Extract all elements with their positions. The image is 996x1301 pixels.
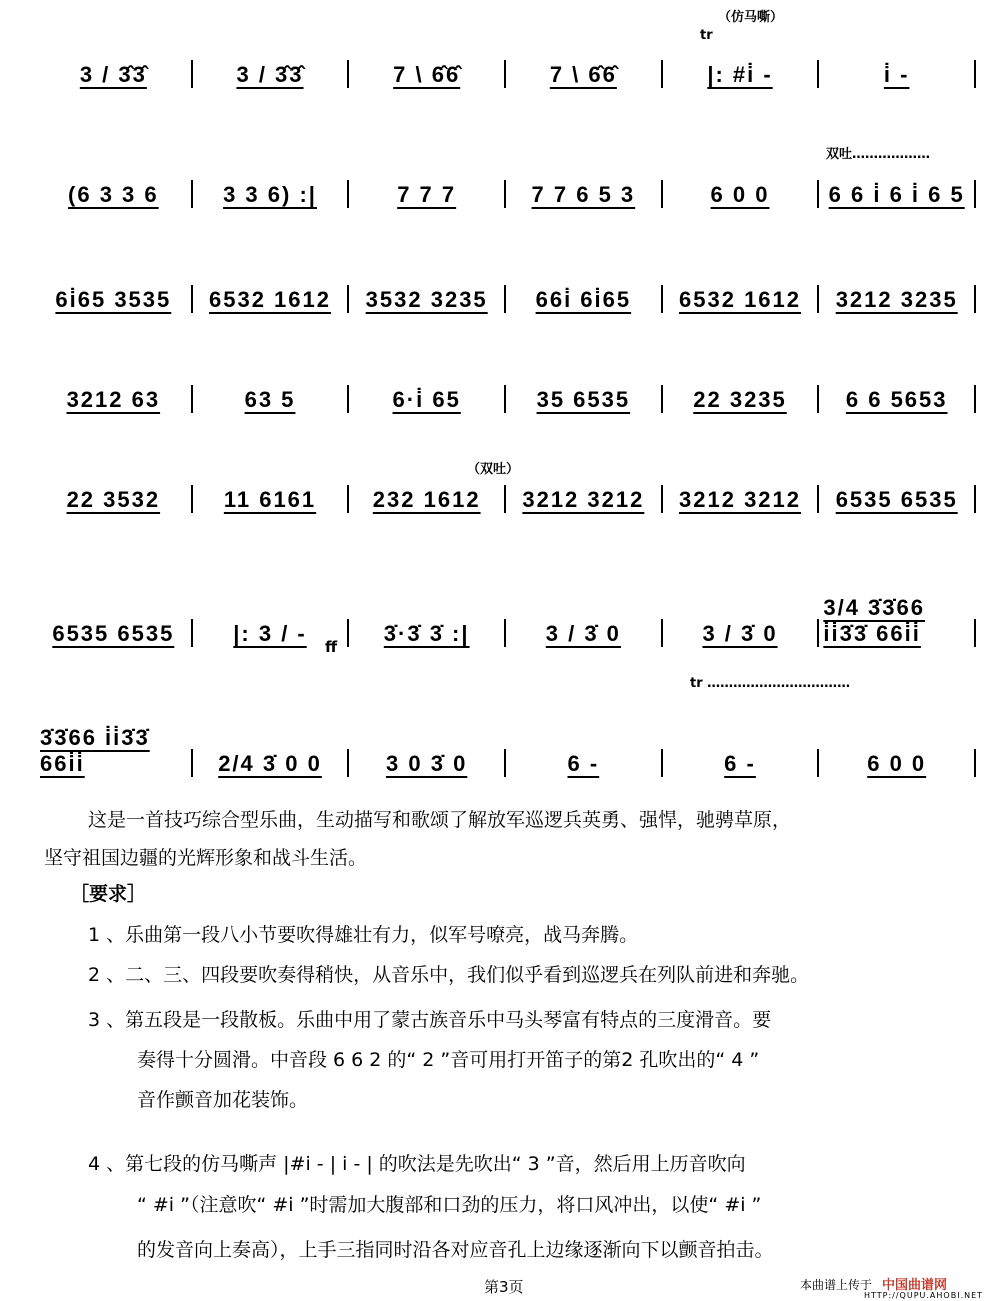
measure <box>36 725 191 777</box>
measure <box>349 621 504 647</box>
measure <box>663 487 818 513</box>
measure <box>663 182 818 208</box>
measure <box>506 387 661 413</box>
requirement-2: 2 、二、三、四段要吹奏得稍快，从音乐中，我们似乎看到巡逻兵在列队前进和奔驰。 <box>88 964 810 986</box>
measure <box>819 387 974 413</box>
measure-notes: 22 3532 <box>66 487 161 512</box>
bar-line <box>974 180 976 208</box>
measure <box>36 621 191 647</box>
measure <box>819 182 974 208</box>
measure-notes: 7 7 7 <box>397 182 457 207</box>
measure-notes: 232 1612 <box>372 487 481 512</box>
measure <box>506 751 661 777</box>
measure <box>36 487 191 513</box>
site-logo: 中国曲谱网 <box>882 1278 948 1293</box>
measure-notes: 3 3 6) :| <box>223 182 317 207</box>
measure-notes: 3 / 3̂3̂ <box>79 62 147 87</box>
measure-notes: 6535 6535 <box>52 621 175 646</box>
measure <box>506 621 661 647</box>
measure <box>819 487 974 513</box>
page-number: 第3页 <box>484 1278 524 1296</box>
measure-notes: 6i̇65 3535 <box>55 287 172 312</box>
staff-line <box>36 285 976 313</box>
measure <box>663 62 818 88</box>
measure-notes: 3212 63 <box>66 387 161 412</box>
measure-notes: 6532 1612 <box>209 287 331 312</box>
trill-line: tr …………………………… <box>690 676 851 691</box>
bar-line <box>974 285 976 313</box>
measure <box>193 751 348 777</box>
annotation-horse-neigh: （仿马嘶） <box>718 10 784 25</box>
requirement-3a: 3 、第五段是一段散板。乐曲中用了蒙古族音乐中马头琴富有特点的三度滑音。要 <box>88 1009 772 1031</box>
measure <box>506 287 661 313</box>
bar-line <box>974 485 976 513</box>
staff-line <box>36 485 976 513</box>
measure <box>36 182 191 208</box>
requirement-3c: 音作颤音加花装饰。 <box>137 1089 309 1111</box>
measure <box>193 621 348 647</box>
intro-line-2: 坚守祖国边疆的光辉形象和战斗生活。 <box>44 847 368 869</box>
measure-notes: 6 - <box>567 751 600 776</box>
measure-notes: 7 \ 6̂6̂ <box>393 62 461 87</box>
measure-notes: 3212 3212 <box>522 487 645 512</box>
annotation-double-tongue-2: （双吐） <box>467 462 520 477</box>
measure-notes: 11 6161 <box>223 487 317 512</box>
measure-notes: 6 6 i̇ 6 i̇ 6 5 <box>828 182 965 207</box>
measure-notes: |: 3 / - <box>233 621 307 646</box>
measure-notes: 3̇3̇66 i̇i̇3̇3̇ 66i̇i̇ <box>40 725 150 776</box>
measure-notes: 3 0 3̇ 0 <box>386 751 468 776</box>
intro-line-1: 这是一首技巧综合型乐曲，生动描写和歌颂了解放军巡逻兵英勇、强悍，驰骋草原， <box>88 809 792 831</box>
bar-line <box>974 749 976 777</box>
measure <box>663 287 818 313</box>
staff-line <box>36 60 976 88</box>
measure <box>349 182 504 208</box>
measure-notes: (6 3 3 6 <box>68 182 159 207</box>
measure <box>36 387 191 413</box>
measure-notes: 22 3235 <box>693 387 787 412</box>
measure <box>349 751 504 777</box>
annotation-double-tongue: 双吐……………… <box>826 147 931 162</box>
measure-notes: 6532 1612 <box>679 287 802 312</box>
measure-notes: i̇ - <box>883 62 910 87</box>
measure-notes: 3/4 3̇3̇66 i̇i̇3̇3̇ 66i̇i̇ <box>823 595 925 646</box>
measure <box>193 182 348 208</box>
measure <box>663 387 818 413</box>
requirement-3b: 奏得十分圆滑。中音段 6 6 2 的“ 2 ”音可用打开笛子的第2 孔吹出的“ 4 ” <box>137 1049 760 1071</box>
measure <box>819 595 974 647</box>
staff-line <box>36 725 976 777</box>
measure <box>663 621 818 647</box>
requirement-4b: “ #i̇ ”（注意吹“ #i̇ ”时需加大腹部和口劲的压力，将口风冲出，以使“ #i̇ ” <box>137 1194 762 1216</box>
measure-notes: 3 / 3̇ 0 <box>702 621 778 646</box>
measure-notes: 3212 3235 <box>835 287 958 312</box>
staff-line <box>36 180 976 208</box>
measure-notes: |: #i̇ - <box>707 62 773 87</box>
requirement-1: 1 、乐曲第一段八小节要吹得雄壮有力，似军号嘹亮，战马奔腾。 <box>88 924 639 946</box>
measure <box>819 751 974 777</box>
measure <box>506 182 661 208</box>
bar-line <box>974 60 976 88</box>
measure-notes: 6·i̇ 65 <box>392 387 461 412</box>
dynamic-ff: ff <box>325 638 338 656</box>
measure-notes: 6 - <box>724 751 756 776</box>
measure-notes: 3532 3235 <box>365 287 488 312</box>
measure <box>349 487 504 513</box>
measure <box>663 751 818 777</box>
measure-notes: 6 0 0 <box>710 182 770 207</box>
measure <box>193 287 348 313</box>
staff-line <box>36 385 976 413</box>
bar-line <box>974 385 976 413</box>
measure <box>349 287 504 313</box>
measure <box>193 387 348 413</box>
measure-notes: 66i̇ 6i̇65 <box>535 287 632 312</box>
measure <box>36 62 191 88</box>
measure <box>506 62 661 88</box>
requirements-title: ［要求］ <box>70 883 147 905</box>
measure <box>193 62 348 88</box>
measure-notes: 3212 3212 <box>679 487 802 512</box>
measure-notes: 6 6 5653 <box>845 387 948 412</box>
bar-line <box>974 619 976 647</box>
measure-notes: 7 \ 6̂6̂ <box>549 62 617 87</box>
measure <box>506 487 661 513</box>
measure <box>36 287 191 313</box>
measure-notes: 63 5 <box>244 387 296 412</box>
measure <box>349 62 504 88</box>
measure-notes: 3 / 3̇ 0 <box>545 621 621 646</box>
measure <box>819 287 974 313</box>
measure-notes: 6535 6535 <box>835 487 958 512</box>
staff-line <box>36 595 976 647</box>
measure-notes: 6 0 0 <box>867 751 927 776</box>
site-url: HTTP://QUPU.AHOBI.NET <box>864 1291 984 1300</box>
measure <box>193 487 348 513</box>
measure-notes: 2/4 3̇ 0 0 <box>218 751 322 776</box>
measure-notes: 7 7 6 5 3 <box>531 182 636 207</box>
measure-notes: 3̇·3̇ 3̇ :| <box>383 621 470 646</box>
requirement-4a: 4 、第七段的仿马嘶声 |#i̇ - | i̇ - | 的吹法是先吹出“ 3 ”音，然后用上历音吹向 <box>88 1153 746 1175</box>
measure-notes: 35 6535 <box>536 387 631 412</box>
requirement-4c: 的发音向上奏高），上手三指同时沿各对应音孔上边缘逐渐向下以颤音拍击。 <box>137 1239 774 1261</box>
measure-notes: 3 / 3̂3̂ <box>236 62 304 87</box>
measure <box>349 387 504 413</box>
trill-mark: tr <box>700 28 713 43</box>
upload-note: 本曲谱上传于 <box>800 1278 873 1292</box>
measure <box>819 62 974 88</box>
